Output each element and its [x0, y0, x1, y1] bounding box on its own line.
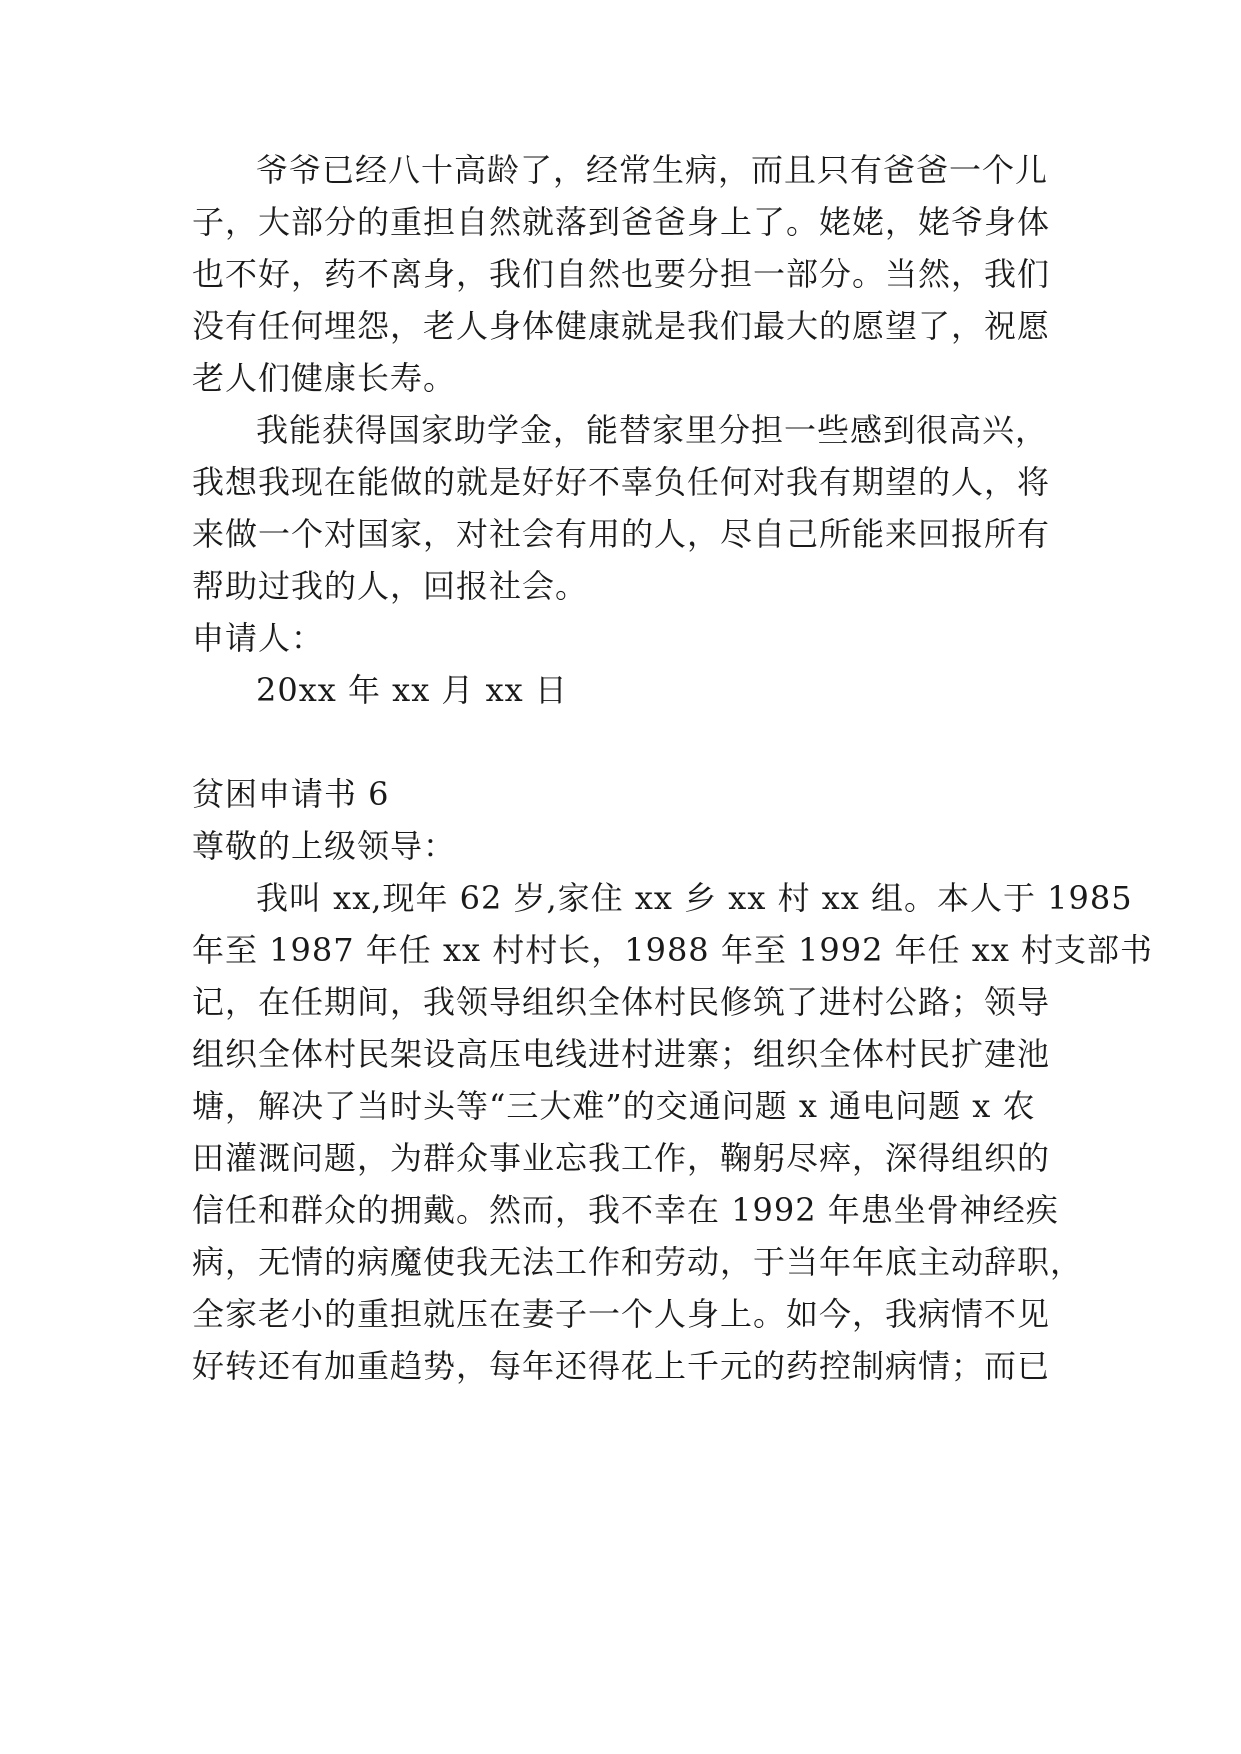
paragraph-line: 子，大部分的重担自然就落到爸爸身上了。姥姥，姥爷身体 [192, 203, 1051, 241]
paragraph-line: 塘，解决了当时头等“三大难”的交通问题 x 通电问题 x 农 [192, 1087, 1036, 1125]
paragraph-line: 没有任何埋怨，老人身体健康就是我们最大的愿望了，祝愿 [192, 307, 1051, 345]
paragraph-line: 年至 1987 年任 xx 村村长，1988 年至 1992 年任 xx 村支部书 [192, 931, 1154, 969]
paragraph-line: 来做一个对国家，对社会有用的人，尽自己所能来回报所有 [192, 515, 1051, 553]
salutation: 尊敬的上级领导： [192, 827, 457, 865]
paragraph-line: 田灌溉问题，为群众事业忘我工作，鞠躬尽瘁，深得组织的 [192, 1139, 1051, 1177]
paragraph-line: 记，在任期间，我领导组织全体村民修筑了进村公路；领导 [192, 983, 1051, 1021]
paragraph-line: 信任和群众的拥戴。然而，我不幸在 1992 年患坐骨神经疾 [192, 1191, 1059, 1229]
paragraph-line: 全家老小的重担就压在妻子一个人身上。如今，我病情不见 [192, 1295, 1051, 1333]
section-title: 贫困申请书 6 [192, 775, 390, 813]
paragraph-line: 我叫 xx,现年 62 岁,家住 xx 乡 xx 村 xx 组。本人于 1985 [256, 879, 1133, 917]
paragraph-line: 我能获得国家助学金，能替家里分担一些感到很高兴， [256, 411, 1049, 449]
paragraph-line: 我想我现在能做的就是好好不辜负任何对我有期望的人，将 [192, 463, 1051, 501]
paragraph-line: 老人们健康长寿。 [192, 359, 457, 397]
paragraph-line: 病，无情的病魔使我无法工作和劳动，于当年年底主动辞职， [192, 1243, 1084, 1281]
paragraph-line: 好转还有加重趋势，每年还得花上千元的药控制病情；而已 [192, 1347, 1051, 1385]
paragraph-line: 也不好，药不离身，我们自然也要分担一部分。当然，我们 [192, 255, 1051, 293]
paragraph-line: 帮助过我的人，回报社会。 [192, 567, 589, 605]
paragraph-line: 爷爷已经八十高龄了，经常生病，而且只有爸爸一个儿 [256, 151, 1049, 189]
date-line: 20xx 年 xx 月 xx 日 [256, 671, 568, 709]
applicant-label: 申请人： [192, 619, 325, 657]
paragraph-line: 组织全体村民架设高压电线进村进寨；组织全体村民扩建池 [192, 1035, 1051, 1073]
